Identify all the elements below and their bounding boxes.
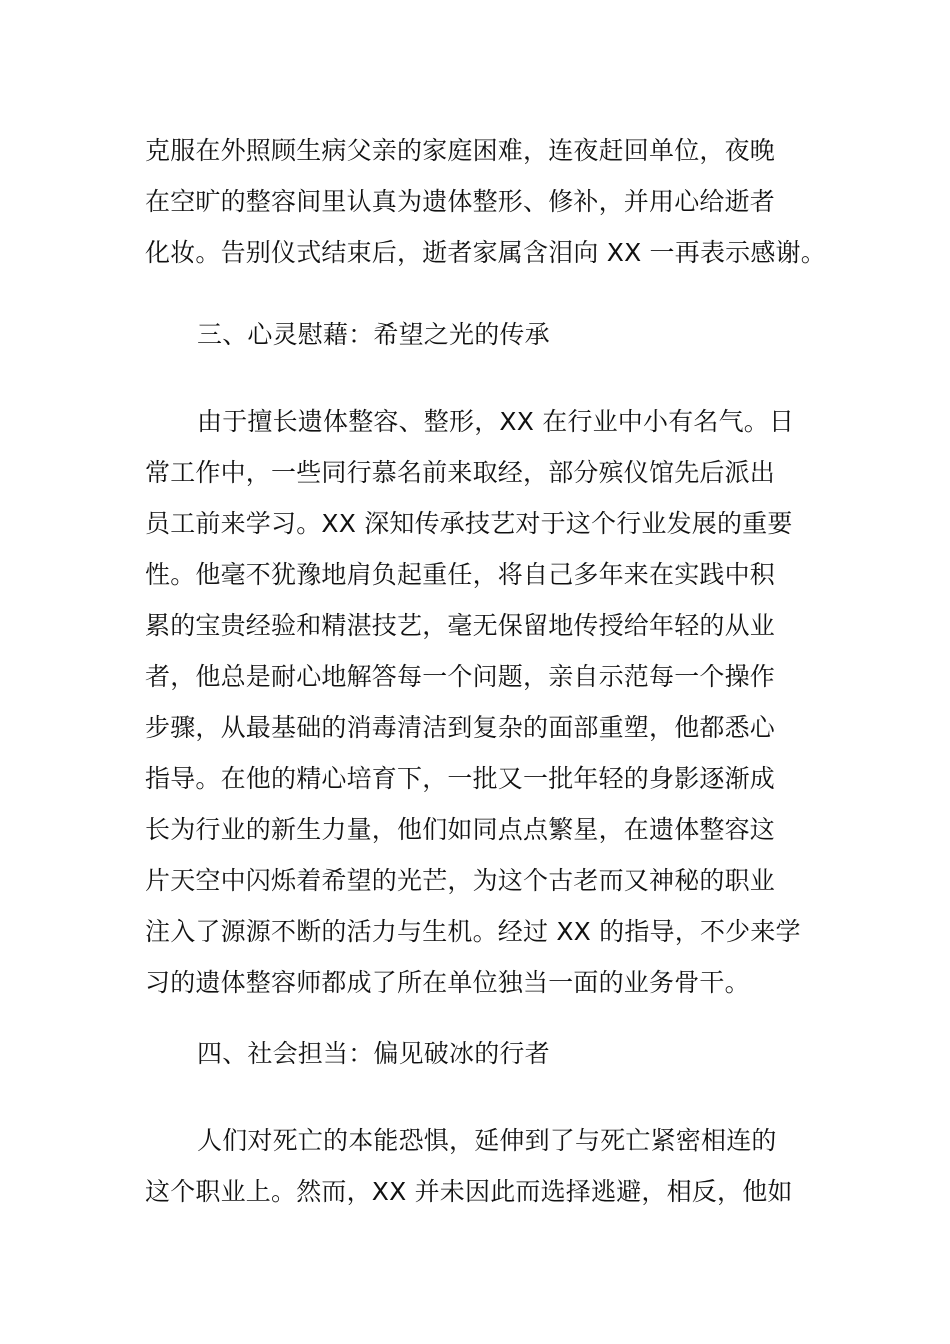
paragraph-line: 克服在外照顾生病父亲的家庭困难，连夜赶回单位，夜晚 [145, 136, 776, 165]
paragraph-line: 指导。在他的精心培育下，一批又一批年轻的身影逐渐成 [145, 764, 776, 793]
paragraph-social-responsibility [145, 1122, 845, 1210]
paragraph-line: 员工前来学习。XX 深知传承技艺对于这个行业发展的重要 [145, 509, 793, 538]
paragraph-line: 累的宝贵经验和精湛技艺，毫无保留地传授给年轻的从业 [145, 611, 776, 640]
paragraph-line: 由于擅长遗体整容、整形，XX 在行业中小有名气。日 [197, 407, 795, 436]
paragraph-line: 性。他毫不犹豫地肩负起重任，将自己多年来在实践中积 [145, 560, 776, 589]
section-heading-4 [145, 1035, 845, 1072]
paragraph-line: 长为行业的新生力量，他们如同点点繁星，在遗体整容这 [145, 815, 776, 844]
paragraph-inheritance [145, 403, 845, 1001]
paragraph-line: 化妆。告别仪式结束后，逝者家属含泪向 XX 一再表示感谢。 [145, 238, 826, 267]
paragraph-line: 在空旷的整容间里认真为遗体整形、修补，并用心给逝者 [145, 187, 776, 216]
paragraph-line: 者，他总是耐心地解答每一个问题，亲自示范每一个操作 [145, 662, 776, 691]
section-heading-text: 三、心灵慰藉：希望之光的传承 [197, 320, 550, 349]
paragraph-line: 步骤，从最基础的消毒清洁到复杂的面部重塑，他都悉心 [145, 713, 776, 742]
section-heading-text: 四、社会担当：偏见破冰的行者 [197, 1039, 550, 1068]
paragraph-caring-family [145, 132, 845, 271]
paragraph-line: 人们对死亡的本能恐惧，延伸到了与死亡紧密相连的 [197, 1126, 777, 1155]
section-heading-3 [145, 316, 845, 353]
paragraph-line: 常工作中，一些同行慕名前来取经，部分殡仪馆先后派出 [145, 458, 776, 487]
paragraph-line: 这个职业上。然而，XX 并未因此而选择逃避，相反，他如 [145, 1177, 793, 1206]
paragraph-line: 习的遗体整容师都成了所在单位独当一面的业务骨干。 [145, 968, 750, 997]
paragraph-line: 片天空中闪烁着希望的光芒，为这个古老而又神秘的职业 [145, 866, 776, 895]
paragraph-line: 注入了源源不断的活力与生机。经过 XX 的指导，不少来学 [145, 917, 801, 946]
